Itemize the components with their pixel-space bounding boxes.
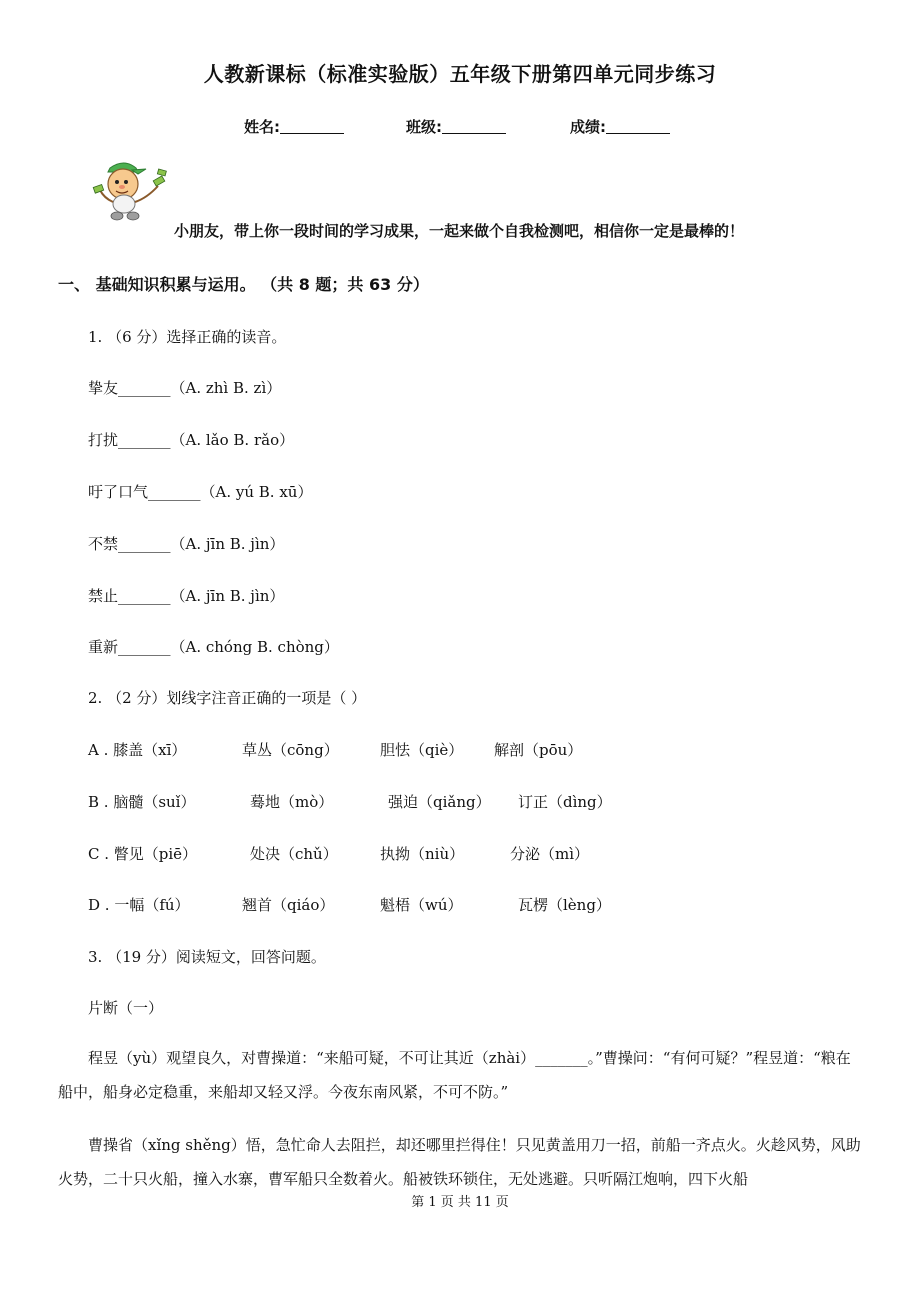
score-blank[interactable] [606, 119, 670, 134]
class-label: 班级: [406, 118, 442, 136]
score-label: 成绩: [570, 118, 606, 136]
option-word: 强迫（qiǎng） [388, 793, 491, 811]
class-blank[interactable] [442, 119, 506, 134]
option-word: 订正（dìng） [518, 793, 612, 811]
page-title: 人教新课标（标准实验版）五年级下册第四单元同步练习 [203, 62, 717, 86]
class-field [406, 116, 506, 137]
option-word: 分泌（mì） [510, 845, 590, 863]
question-2-stem: 2. （2 分）划线字注音正确的一项是（ ） [88, 689, 367, 707]
option-word: 胆怯（qiè） [380, 741, 464, 759]
option-word: B . 脑髓（suǐ） [88, 793, 196, 811]
name-label: 姓名: [244, 118, 280, 136]
reading-paragraph-1: 程昱（yù）观望良久，对曹操道：“来船可疑，不可让其近（zhài）_______。”曹操问：“有何可疑？”程昱道：“粮在船中，船身必定稳重，来船却又轻又浮。今夜东南风紧，不可不防。” [58, 1049, 851, 1101]
reading-paragraph-2: 曹操省（xǐng shěng）悟，急忙命人去阻拦，却还哪里拦得住！只见黄盖用刀一招，前船一齐点火。火趁风势，风助火势，二十只火船，撞入水寨，曹军船只全数着火。船被铁环锁住，无处逃避。只听隔江炮响，四下火船 [58, 1136, 861, 1188]
option-word: 蓦地（mò） [250, 793, 334, 811]
page-footer: 第 1 页 共 11 页 [411, 1195, 509, 1210]
option-word: 执拗（niù） [380, 845, 465, 863]
option-word: 草丛（cōng） [242, 741, 339, 759]
option-word: 魁梧（wú） [380, 896, 463, 914]
q1-item: 不禁_______（A. jīn B. jìn） [88, 535, 285, 553]
q1-item: 禁止_______（A. jīn B. jìn） [88, 587, 285, 605]
option-word: D . 一幅（fú） [88, 896, 190, 914]
option-word: 瓦楞（lèng） [518, 896, 611, 914]
section-heading: 一、 基础知识积累与运用。 （共 8 题；共 63 分） [58, 275, 429, 294]
question-1-stem: 1. （6 分）选择正确的读音。 [88, 328, 287, 346]
score-field [570, 116, 670, 137]
question-3-stem: 3. （19 分）阅读短文，回答问题。 [88, 948, 326, 966]
greeting-text: 小朋友，带上你一段时间的学习成果，一起来做个自我检测吧，相信你一定是最棒的！ [174, 222, 745, 240]
q1-item: 打扰_______（A. lǎo B. rǎo） [88, 431, 295, 449]
option-word: 解剖（pōu） [494, 741, 583, 759]
q1-item: 吁了口气_______（A. yú B. xū） [88, 483, 313, 501]
option-word: C . 瞥见（piē） [88, 845, 198, 863]
cartoon-boy-icon [92, 160, 170, 226]
fragment-label: 片断（一） [88, 999, 164, 1017]
name-blank[interactable] [280, 119, 344, 134]
name-field [244, 116, 344, 137]
q1-item: 挚友_______（A. zhì B. zì） [88, 379, 282, 397]
option-word: A . 膝盖（xī） [88, 741, 187, 759]
option-word: 处决（chǔ） [250, 845, 338, 863]
option-word: 翘首（qiáo） [242, 896, 335, 914]
q1-item: 重新_______（A. chóng B. chòng） [88, 638, 339, 656]
